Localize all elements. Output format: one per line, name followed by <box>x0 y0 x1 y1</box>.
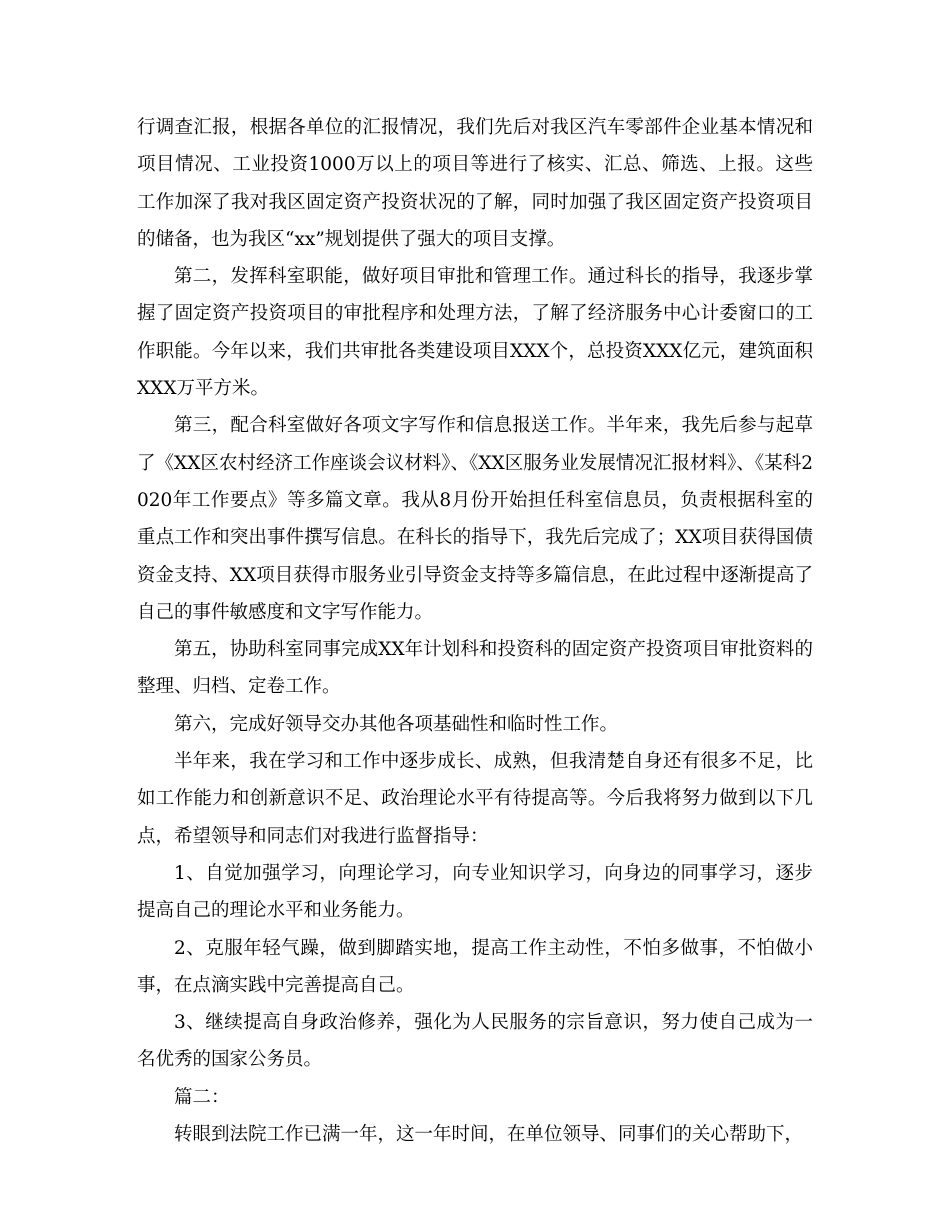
paragraph-point-2: 2、克服年轻气躁，做到脚踏实地，提高工作主动性，不怕多做事，不怕做小事，在点滴实践中完善提高自己。 <box>137 937 813 996</box>
document-body <box>137 109 813 1153</box>
section-heading-part-two: 篇二： <box>174 1086 230 1108</box>
paragraph-third-item: 第三，配合科室做好各项文字写作和信息报送工作。半年来，我先后参与起草了《XX区农村经济工作座谈会议材料》、《XX区服务业发展情况汇报材料》、《某科2020年工作要点》等多篇文章。我从8月份开始担任科室信息员，负责根据科室的重点工作和突出事件撰写信息。在科长的指导下，我先后完成了；XX项目获得国债资金支持、XX项目获得市服务业引导资金支持等多篇信息，在此过程中逐渐提高了自己的事件敏感度和文字写作能力。 <box>137 415 813 623</box>
paragraph-continuation: 行调查汇报，根据各单位的汇报情况，我们先后对我区汽车零部件企业基本情况和项目情况、工业投资1000万以上的项目等进行了核实、汇总、筛选、上报。这些工作加深了我对我区固定资产投资状况的了解，同时加强了我区固定资产投资项目的储备，也为我区“xx”规划提供了强大的项目支撑。 <box>137 117 813 250</box>
paragraph-point-1: 1、自觉加强学习，向理论学习，向专业知识学习，向身边的同事学习，逐步提高自己的理论水平和业务能力。 <box>137 862 813 922</box>
paragraph-point-3: 3、继续提高自身政治修养，强化为人民服务的宗旨意识，努力使自己成为一名优秀的国家公务员。 <box>137 1012 813 1071</box>
paragraph-sixth-item: 第六，完成好领导交办其他各项基础性和临时性工作。 <box>174 713 619 735</box>
paragraph-half-year-summary: 半年来，我在学习和工作中逐步成长、成熟，但我清楚自身还有很多不足，比如工作能力和创新意识不足、政治理论水平有待提高等。今后我将努力做到以下几点，希望领导和同志们对我进行监督指导： <box>137 751 813 847</box>
paragraph-fifth-item: 第五，协助科室同事完成XX年计划科和投资科的固定资产投资项目审批资料的整理、归档、定卷工作。 <box>137 639 813 698</box>
paragraph-part-two-opening: 转眼到法院工作已满一年，这一年时间，在单位领导、同事们的关心帮助下， <box>174 1124 804 1146</box>
paragraph-second-item: 第二，发挥科室职能，做好项目审批和管理工作。通过科长的指导，我逐步掌握了固定资产投资项目的审批程序和处理方法，了解了经济服务中心计委窗口的工作职能。今年以来，我们共审批各类建设项目XXX个，总投资XXX亿元，建筑面积XXX万平方米。 <box>137 266 813 400</box>
